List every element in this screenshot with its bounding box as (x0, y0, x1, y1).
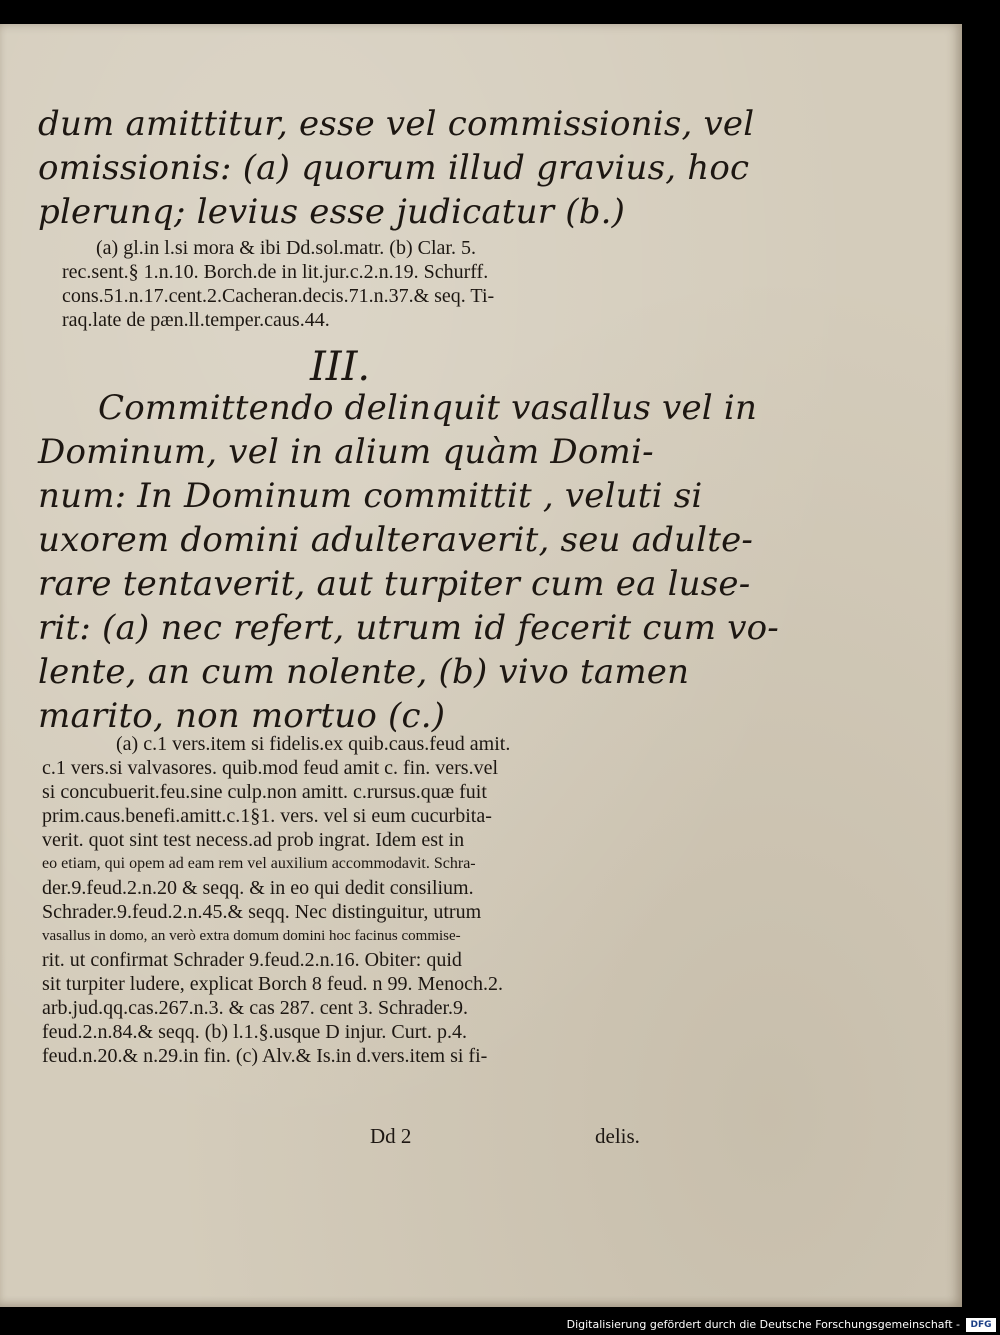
scanned-page (0, 24, 962, 1307)
footnote-line: feud.n.20.& n.29.in fin. (c) Alv.& Is.in d.vers.item si fi- (42, 1045, 488, 1067)
paragraph-continuation (38, 102, 755, 234)
footnote-line: feud.2.n.84.& seqq. (b) l.1.§.usque D injur. Curt. p.4. (42, 1021, 467, 1043)
footnotes-block (62, 236, 662, 332)
text-line: Committendo delinquit vasallus vel in (98, 388, 758, 428)
footnote-line: vasallus in domo, an verò extra domum domini hoc facinus commise- (42, 928, 461, 944)
footnote-line: verit. quot sint test necess.ad prob ingrat. Idem est in (42, 829, 465, 851)
text-line: rare tentaverit, aut turpiter cum ea luse- (38, 564, 751, 604)
footnote-line: der.9.feud.2.n.20 & seqq. & in eo qui dedit consilium. (42, 877, 474, 899)
footnotes-block (42, 732, 652, 1068)
text-line: rit: (a) nec refert, utrum id fecerit cum vo- (38, 608, 779, 648)
footnote-line: cons.51.n.17.cent.2.Cacheran.decis.71.n.37.& seq. Ti- (62, 285, 495, 307)
text-line: lente, an cum nolente, (b) vivo tamen (38, 652, 690, 692)
footnote-line: (a) c.1 vers.item si fidelis.ex quib.caus.feud amit. (116, 733, 511, 755)
text-line: omissionis: (a) quorum illud gravius, hoc (38, 148, 750, 188)
catchword: delis. (595, 1124, 640, 1148)
text-line: uxorem domini adulteraverit, seu adulte- (38, 520, 754, 560)
footnote-line: c.1 vers.si valvasores. quib.mod feud amit c. fin. vers.vel (42, 757, 498, 779)
text-line: dum amittitur, esse vel commissionis, vel (38, 104, 755, 144)
footnote-line: raq.late de pæn.ll.temper.caus.44. (62, 309, 330, 331)
text-line: Dominum, vel in alium quàm Domi- (38, 432, 654, 472)
text-line: num: In Dominum committit , veluti si (38, 476, 703, 516)
footnote-line: arb.jud.qq.cas.267.n.3. & cas 287. cent 3. Schrader.9. (42, 997, 469, 1019)
footnote-line: rec.sent.§ 1.n.10. Borch.de in lit.jur.c.2.n.19. Schurff. (62, 261, 489, 283)
funding-credit: Digitalisierung gefördert durch die Deutsche Forschungsgemeinschaft - (566, 1318, 960, 1331)
text-line: marito, non mortuo (c.) (38, 696, 446, 736)
dfg-logo: DFG (966, 1318, 996, 1332)
footnote-line: si concubuerit.feu.sine culp.non amitt. c.rursus.quæ fuit (42, 781, 487, 803)
section-number: III. (310, 344, 371, 390)
footnote-line: Schrader.9.feud.2.n.45.& seqq. Nec distinguitur, utrum (42, 901, 482, 923)
footnote-line: sit turpiter ludere, explicat Borch 8 feud. n 99. Menoch.2. (42, 973, 503, 995)
text-line: plerunq; levius esse judicatur (b.) (38, 192, 626, 232)
paragraph-three (38, 386, 779, 738)
footnote-line: eo etiam, qui opem ad eam rem vel auxilium accommodavit. Schra- (42, 855, 476, 872)
footnote-line: (a) gl.in l.si mora & ibi Dd.sol.matr. (b) Clar. 5. (96, 237, 476, 259)
signature-mark: Dd 2 (370, 1124, 412, 1148)
footnote-line: prim.caus.benefi.amitt.c.1§1. vers. vel si eum cucurbita- (42, 805, 492, 827)
footnote-line: rit. ut confirmat Schrader 9.feud.2.n.16. Obiter: quid (42, 949, 462, 971)
digitization-footer (0, 1315, 1000, 1335)
